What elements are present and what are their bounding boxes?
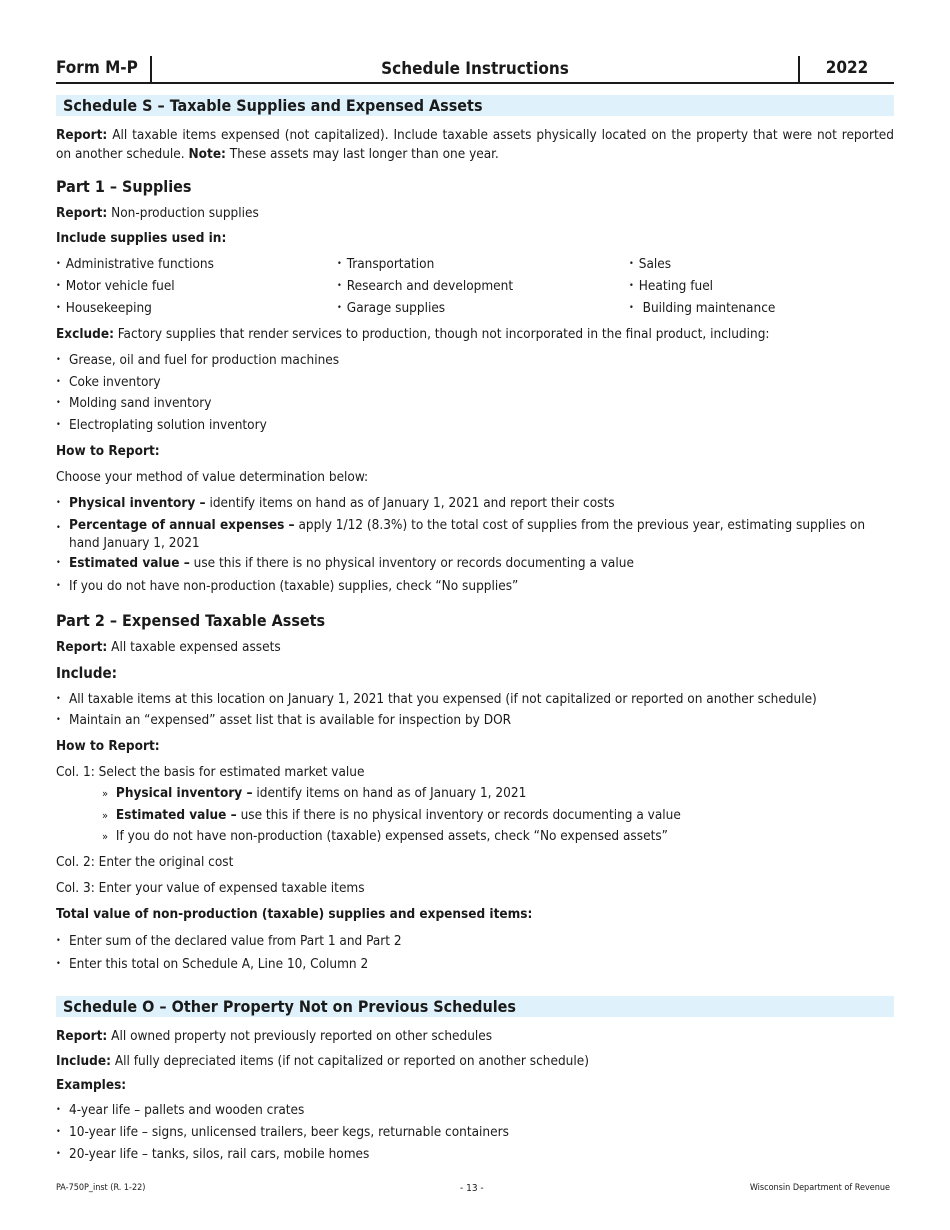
schedule-s-report <box>56 126 894 164</box>
list-item: • 20-year life – tanks, silos, rail cars, mobile homes <box>69 1146 369 1162</box>
list-item: • Building maintenance <box>629 300 775 316</box>
schedule-s-heading: Schedule S – Taxable Supplies and Expensed Assets <box>56 95 894 116</box>
include-text: All fully depreciated items (if not capitalized or reported on another schedule) <box>114 1053 589 1069</box>
report-label: Report: <box>56 205 108 221</box>
col1-line: Col. 1: Select the basis for estimated market value <box>56 764 365 780</box>
report-text: All owned property not previously reported on other schedules <box>111 1028 493 1044</box>
list-item: • Grease, oil and fuel for production machines <box>69 352 339 368</box>
col2-line: Col. 2: Enter the original cost <box>56 854 234 870</box>
include-label: Include: <box>56 1053 111 1069</box>
report-text: All taxable expensed assets <box>111 639 281 655</box>
note-label: Note: <box>188 146 226 162</box>
sub-label: Estimated value – <box>115 807 237 823</box>
list-item: • Coke inventory <box>69 374 161 390</box>
report-label: Report: <box>56 1028 108 1044</box>
list-item: • Garage supplies <box>337 300 445 316</box>
list-item: • Administrative functions <box>56 256 214 272</box>
how-to-report-label: How to Report: <box>56 443 160 459</box>
sub-label: Physical inventory – <box>115 785 253 801</box>
list-item: • Research and development <box>337 278 513 294</box>
list-item: • Sales <box>629 256 671 272</box>
list-item: • 10-year life – signs, unlicensed trailers, beer kegs, returnable containers <box>69 1124 509 1140</box>
sub-text: use this if there is no physical inventory or records documenting a value <box>240 807 681 823</box>
header-title: Schedule Instructions <box>381 59 569 79</box>
exclude-line <box>56 326 770 342</box>
report-label: Report: <box>56 639 108 655</box>
method-text: If you do not have non-production (taxable) supplies, check “No supplies” <box>69 578 519 594</box>
list-item: • All taxable items at this location on January 1, 2021 that you expensed (if not capitalized or reported on another schedule) <box>69 691 817 707</box>
list-item <box>69 555 634 571</box>
method-text: identify items on hand as of January 1, 2021 and report their costs <box>209 495 615 511</box>
list-item <box>69 495 615 511</box>
method-text: apply 1/12 (8.3%) to the total cost of supplies from the previous year, estimating supplies on hand January 1, 2021 <box>69 517 866 551</box>
schedule-o-heading: Schedule O – Other Property Not on Previous Schedules <box>56 996 894 1017</box>
footer-form-id: PA-750P_inst (R. 1-22) <box>56 1183 146 1193</box>
exclude-label: Exclude: <box>56 326 114 342</box>
footer-department: Wisconsin Department of Revenue <box>749 1183 890 1193</box>
sub-text: identify items on hand as of January 1, 2021 <box>256 785 527 801</box>
list-item: • Motor vehicle fuel <box>56 278 175 294</box>
list-item: • Housekeeping <box>56 300 152 316</box>
list-item: • Electroplating solution inventory <box>69 417 267 433</box>
form-name: Form M-P <box>56 58 138 78</box>
list-item: • Enter this total on Schedule A, Line 10, Column 2 <box>69 956 368 972</box>
document-page <box>56 56 894 1162</box>
schedule-o-report <box>56 1028 492 1044</box>
sub-item <box>102 828 668 844</box>
exclude-text: Factory supplies that render services to production, though not incorporated in the final product, including: <box>117 326 770 342</box>
footer-page-number: - 13 - <box>460 1183 484 1194</box>
part2-heading: Part 2 – Expensed Taxable Assets <box>56 611 326 630</box>
part2-report <box>56 639 281 655</box>
method-label: Estimated value – <box>69 555 190 571</box>
method-label: Percentage of annual expenses – <box>69 517 295 533</box>
report-label: Report: <box>56 127 108 143</box>
list-item: • Heating fuel <box>629 278 713 294</box>
part1-heading: Part 1 – Supplies <box>56 177 192 196</box>
list-item: • Maintain an “expensed” asset list that is available for inspection by DOR <box>69 712 511 728</box>
note-text: These assets may last longer than one year. <box>229 146 499 162</box>
examples-label: Examples: <box>56 1077 127 1093</box>
part1-report <box>56 205 259 221</box>
sub-text: If you do not have non-production (taxable) expensed assets, check “No expensed assets” <box>115 828 668 844</box>
col3-line: Col. 3: Enter your value of expensed taxable items <box>56 880 365 896</box>
sub-item <box>102 807 681 823</box>
schedule-o-include <box>56 1053 589 1069</box>
list-item: • Enter sum of the declared value from Part 1 and Part 2 <box>69 933 402 949</box>
how-to-report-label: How to Report: <box>56 738 160 754</box>
method-text: use this if there is no physical inventory or records documenting a value <box>193 555 634 571</box>
list-item <box>69 578 518 594</box>
page-header <box>56 56 894 84</box>
total-label: Total value of non-production (taxable) supplies and expensed items: <box>56 906 533 922</box>
sub-item <box>102 785 526 801</box>
how-to-report-intro: Choose your method of value determination below: <box>56 469 369 485</box>
list-item: • Molding sand inventory <box>69 395 211 411</box>
include-label: Include: <box>56 664 118 682</box>
list-item: • 4-year life – pallets and wooden crates <box>69 1102 304 1118</box>
report-text: Non-production supplies <box>111 205 259 221</box>
report-text: All taxable items expensed (not capitalized). Include taxable assets physically located on the property that were not reported on another schedule. <box>56 127 894 162</box>
method-label: Physical inventory – <box>69 495 206 511</box>
list-item <box>69 516 894 552</box>
header-year: 2022 <box>825 58 869 78</box>
include-label: Include supplies used in: <box>56 230 227 246</box>
list-item: • Transportation <box>337 256 434 272</box>
